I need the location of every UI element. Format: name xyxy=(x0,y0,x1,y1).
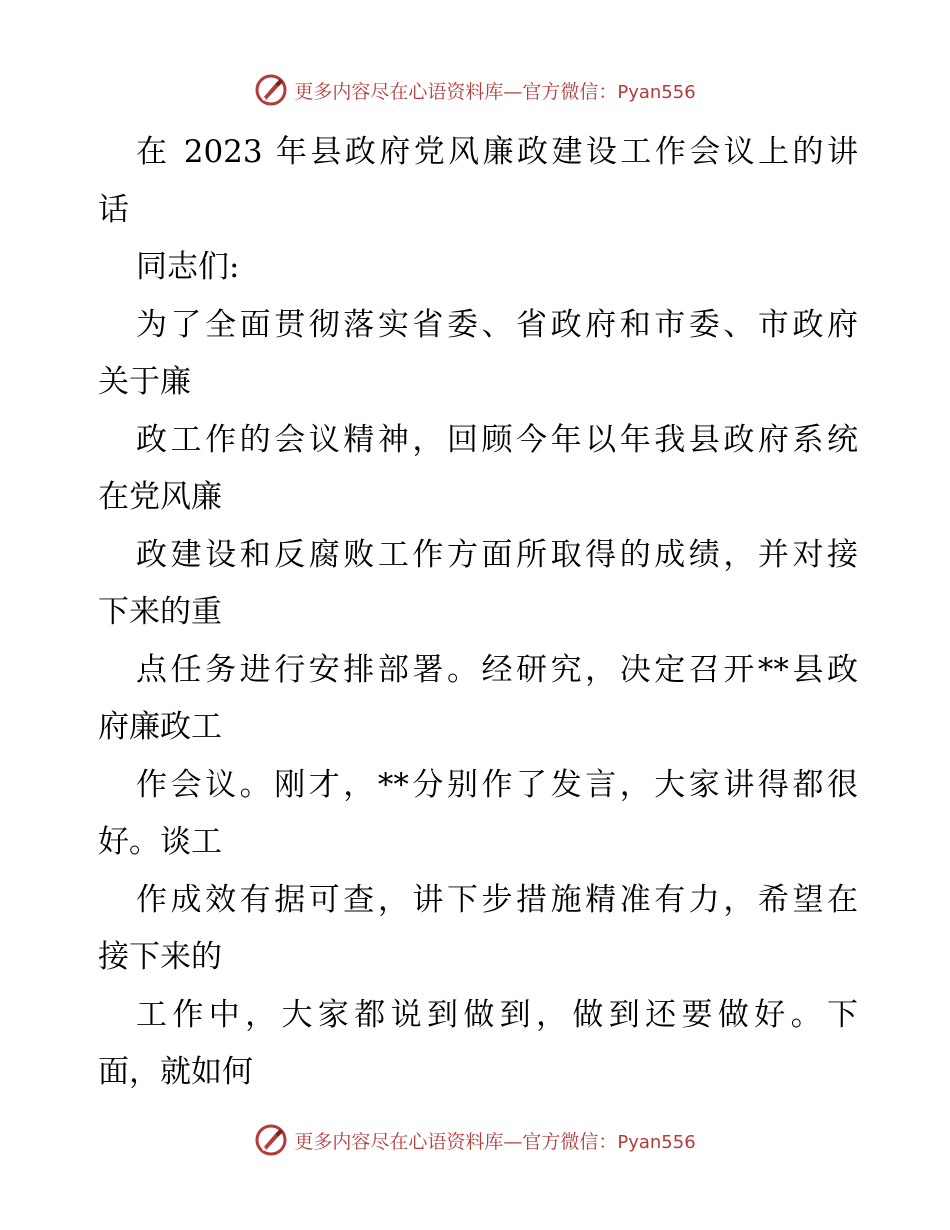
document-body xyxy=(98,124,858,1102)
pen-circle-icon xyxy=(254,73,288,107)
salutation: 同志们: xyxy=(136,249,240,285)
paragraph-line: 作成效有据可查，讲下步措施精准有力，希望在 xyxy=(136,881,858,918)
paragraph-line: 政建设和反腐败工作方面所取得的成绩，并对接 xyxy=(136,536,858,573)
pen-circle-icon xyxy=(254,1123,288,1157)
paragraph-line: 在党风廉 xyxy=(98,479,222,515)
paragraph-line: 接下来的 xyxy=(98,939,222,975)
footer-watermark xyxy=(0,1120,950,1160)
header-watermark xyxy=(0,70,950,110)
paragraph-line: 工作中，大家都说到做到，做到还要做好。下 xyxy=(136,996,858,1033)
paragraph-line: 点任务进行安排部署。经研究，决定召开**县政 xyxy=(136,651,858,688)
title-line-1: 在 2023 年县政府党风廉政建设工作会议上的讲 xyxy=(136,134,858,170)
title-line-2: 话 xyxy=(98,191,129,228)
watermark-id: Pyan556 xyxy=(617,1131,696,1153)
paragraph-line: 面，就如何 xyxy=(98,1054,253,1090)
watermark-id: Pyan556 xyxy=(617,81,696,103)
paragraph-line: 作会议。刚才，**分别作了发言，大家讲得都很 xyxy=(136,766,858,803)
paragraph-line: 政工作的会议精神，回顾今年以年我县政府系统 xyxy=(136,421,858,458)
paragraph-line: 府廉政工 xyxy=(98,709,222,745)
paragraph-line: 为了全面贯彻落实省委、省政府和市委、市政府 xyxy=(136,306,858,343)
paragraph-line: 下来的重 xyxy=(98,594,222,630)
paragraph-line: 好。谈工 xyxy=(98,824,222,860)
paragraph-line: 关于廉 xyxy=(98,364,191,400)
watermark-text: 更多内容尽在心语资料库—官方微信：Pyan556 xyxy=(294,80,696,103)
watermark-text: 更多内容尽在心语资料库—官方微信：Pyan556 xyxy=(294,1130,696,1153)
